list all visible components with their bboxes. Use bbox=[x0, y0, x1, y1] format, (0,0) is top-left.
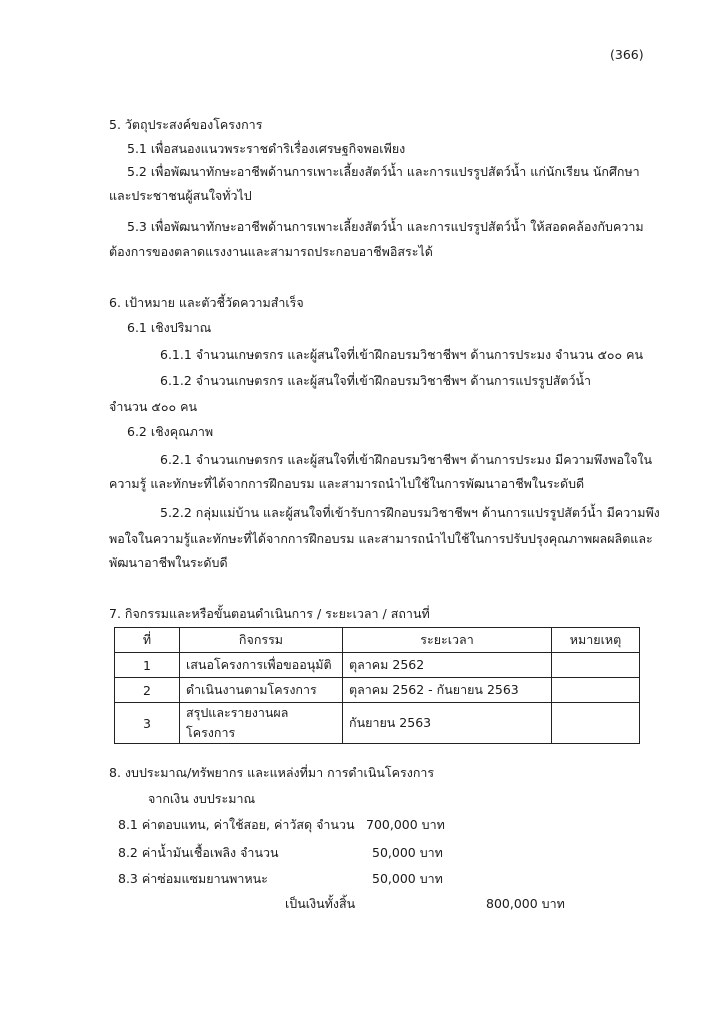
budget-item-label: 8.3 ค่าซ่อมแซมยานพาหนะ bbox=[118, 871, 268, 886]
row-activity: ดำเนินงานตามโครงการ bbox=[180, 678, 343, 703]
row-period: กันยายน 2563 bbox=[343, 703, 552, 744]
budget-total-amount: 800,000 บาท bbox=[486, 896, 565, 911]
row-period: ตุลาคม 2562 - กันยายน 2563 bbox=[343, 678, 552, 703]
activity-table bbox=[114, 627, 640, 744]
budget-source: จากเงิน งบประมาณ bbox=[148, 791, 256, 806]
quality-5-2-2-cont2: พัฒนาอาชีพในระดับดี bbox=[109, 555, 228, 570]
column-header: ที่ bbox=[115, 628, 180, 653]
budget-total-label: เป็นเงินทั้งสิ้น bbox=[285, 896, 356, 911]
quality-6-2-1-cont: ความรู้ และทักษะที่ได้จากการฝึกอบรม และสามารถนำไปใช้ในการพัฒนาอาชีพในระดับดี bbox=[109, 476, 585, 491]
budget-item-label: 8.1 ค่าตอบแทน, ค่าใช้สอย, ค่าวัสดุ จำนวน bbox=[118, 817, 355, 832]
row-number: 2 bbox=[115, 678, 180, 703]
quality-heading: 6.2 เชิงคุณภาพ bbox=[127, 424, 214, 439]
table-row bbox=[115, 703, 640, 744]
row-period: ตุลาคม 2562 bbox=[343, 653, 552, 678]
budget-item-amount: 700,000 บาท bbox=[366, 817, 445, 832]
quality-5-2-2-cont: พอใจในความรู้และทักษะที่ได้จากการฝึกอบรม และสามารถนำไปใช้ในการปรับปรุงคุณภาพผลผลิตและ bbox=[109, 531, 653, 546]
column-header: ระยะเวลา bbox=[343, 628, 552, 653]
table-header-row bbox=[115, 628, 640, 653]
quantity-6-1-1: 6.1.1 จำนวนเกษตรกร และผู้สนใจที่เข้าฝึกอบรมวิชาชีพฯ ด้านการประมง จำนวน ๕๐๐ คน bbox=[160, 347, 644, 362]
section-8-heading: 8. งบประมาณ/ทรัพยากร และแหล่งที่มา การดำเนินโครงการ bbox=[109, 765, 435, 780]
objective-5-2: 5.2 เพื่อพัฒนาทักษะอาชีพด้านการเพาะเลี้ยงสัตว์น้ำ และการแปรรูปสัตว์น้ำ แก่นักเรียน นักศึกษา bbox=[127, 164, 640, 179]
budget-item-amount: 50,000 บาท bbox=[372, 845, 443, 860]
row-number: 3 bbox=[115, 703, 180, 744]
table-row bbox=[115, 678, 640, 703]
budget-item-amount: 50,000 บาท bbox=[372, 871, 443, 886]
row-note bbox=[552, 653, 640, 678]
column-header: กิจกรรม bbox=[180, 628, 343, 653]
section-6-heading: 6. เป้าหมาย และตัวชี้วัดความสำเร็จ bbox=[109, 295, 304, 310]
row-activity: สรุปและรายงานผลโครงการ bbox=[180, 703, 343, 744]
budget-item-label: 8.2 ค่าน้ำมันเชื้อเพลิง จำนวน bbox=[118, 845, 279, 860]
objective-5-3-cont: ต้องการของตลาดแรงงานและสามารถประกอบอาชีพอิสระได้ bbox=[109, 244, 433, 259]
objective-5-1: 5.1 เพื่อสนองแนวพระราชดำริเรื่องเศรษฐกิจพอเพียง bbox=[127, 141, 406, 156]
section-5-heading: 5. วัตถุประสงค์ของโครงการ bbox=[109, 117, 263, 132]
page-number: (366) bbox=[610, 47, 644, 62]
row-activity: เสนอโครงการเพื่อขออนุมัติ bbox=[180, 653, 343, 678]
quantity-heading: 6.1 เชิงปริมาณ bbox=[127, 320, 212, 335]
row-number: 1 bbox=[115, 653, 180, 678]
quantity-6-1-2: 6.1.2 จำนวนเกษตรกร และผู้สนใจที่เข้าฝึกอบรมวิชาชีพฯ ด้านการแปรรูปสัตว์น้ำ bbox=[160, 373, 592, 388]
quantity-6-1-2-cont: จำนวน ๕๐๐ คน bbox=[109, 399, 198, 414]
quality-5-2-2: 5.2.2 กลุ่มแม่บ้าน และผู้สนใจที่เข้ารับการฝึกอบรมวิชาชีพฯ ด้านการแปรรูปสัตว์น้ำ มีความพึง bbox=[160, 505, 660, 520]
table-row bbox=[115, 653, 640, 678]
quality-6-2-1: 6.2.1 จำนวนเกษตรกร และผู้สนใจที่เข้าฝึกอบรมวิชาชีพฯ ด้านการประมง มีความพึงพอใจใน bbox=[160, 452, 653, 467]
row-note bbox=[552, 703, 640, 744]
row-note bbox=[552, 678, 640, 703]
objective-5-2-cont: และประชาชนผู้สนใจทั่วไป bbox=[109, 188, 252, 203]
column-header: หมายเหตุ bbox=[552, 628, 640, 653]
objective-5-3: 5.3 เพื่อพัฒนาทักษะอาชีพด้านการเพาะเลี้ยงสัตว์น้ำ และการแปรรูปสัตว์น้ำ ให้สอดคล้องกับความ bbox=[127, 219, 644, 234]
section-7-heading: 7. กิจกรรมและหรือขั้นตอนดำเนินการ / ระยะเวลา / สถานที่ bbox=[109, 606, 430, 621]
